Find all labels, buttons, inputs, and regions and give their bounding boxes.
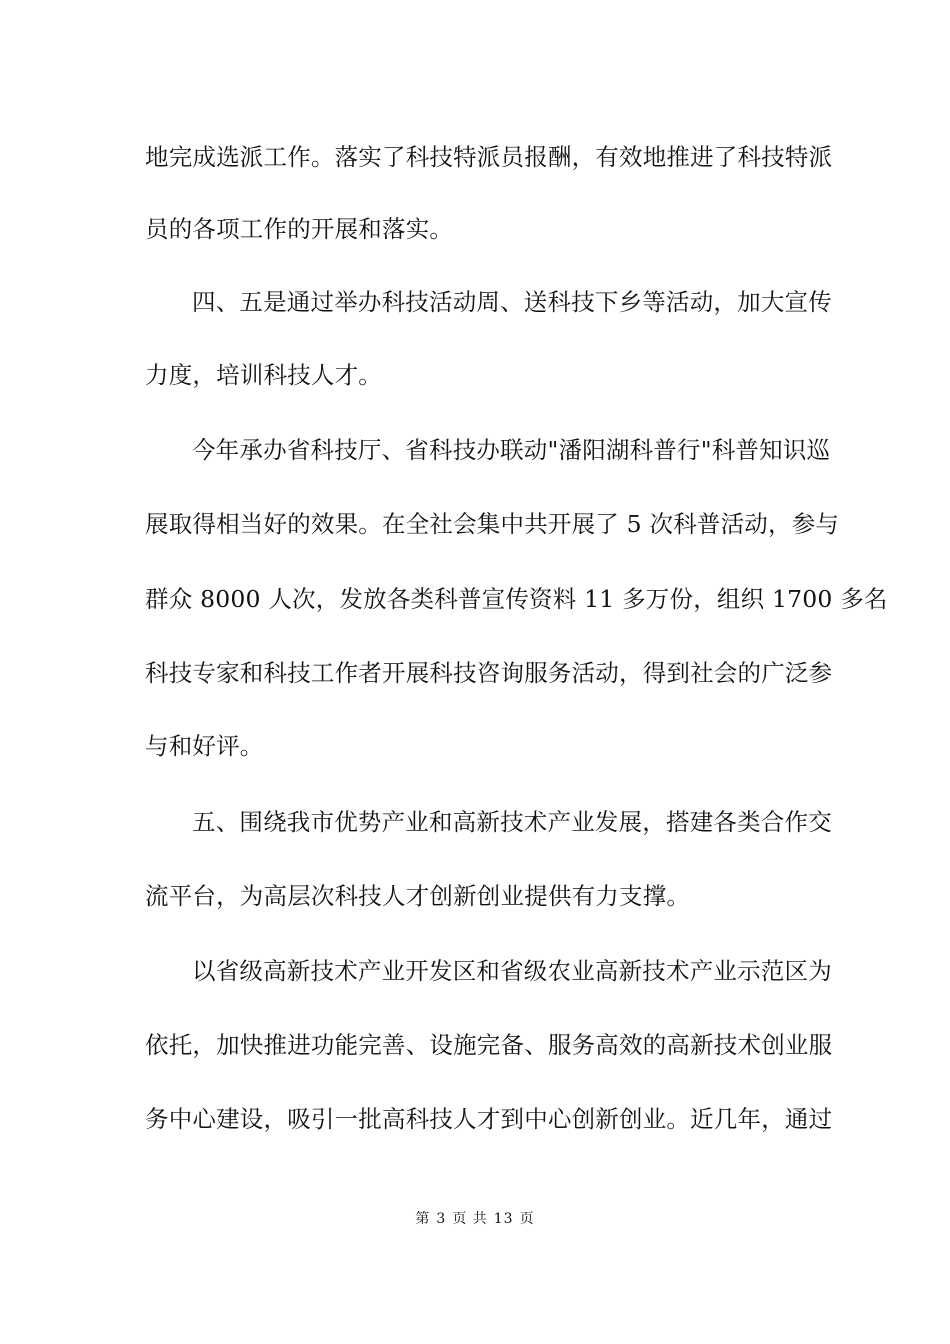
paragraph-line: 群众 8000 人次，发放各类科普宣传资料 11 多万份，组织 1700 多名: [145, 585, 888, 613]
page-footer: [0, 1208, 950, 1228]
paragraph-line: 今年承办省科技厅、省科技办联动"潘阳湖科普行"科普知识巡: [192, 436, 831, 464]
total-pages-number: 13: [493, 1211, 514, 1227]
paragraph-line: 与和好评。: [145, 732, 264, 760]
paragraph-line: 五、围绕我市优势产业和高新技术产业发展，搭建各类合作交: [192, 808, 832, 836]
current-page-number: 3: [436, 1211, 447, 1227]
paragraph-line: 员的各项工作的开展和落实。: [145, 215, 454, 243]
footer-suffix: 页: [519, 1211, 535, 1227]
paragraph-line: 科技专家和科技工作者开展科技咨询服务活动，得到社会的广泛参: [145, 659, 833, 687]
paragraph-line: 四、五是通过举办科技活动周、送科技下乡等活动，加大宣传: [192, 288, 832, 316]
paragraph-line: 依托，加快推进功能完善、设施完备、服务高效的高新技术创业服: [145, 1031, 833, 1059]
footer-mid: 页 共: [452, 1211, 488, 1227]
paragraph-line: 力度，培训科技人才。: [145, 361, 382, 389]
paragraph-line: 以省级高新技术产业开发区和省级农业高新技术产业示范区为: [192, 957, 832, 985]
paragraph-line: 流平台，为高层次科技人才创新创业提供有力支撑。: [145, 882, 691, 910]
paragraph-line: 地完成选派工作。落实了科技特派员报酬，有效地推进了科技特派: [145, 143, 833, 171]
footer-prefix: 第: [415, 1211, 431, 1227]
paragraph-line: 务中心建设，吸引一批高科技人才到中心创新创业。近几年，通过: [145, 1105, 833, 1133]
paragraph-line: 展取得相当好的效果。在全社会集中共开展了 5 次科普活动，参与: [145, 510, 840, 538]
